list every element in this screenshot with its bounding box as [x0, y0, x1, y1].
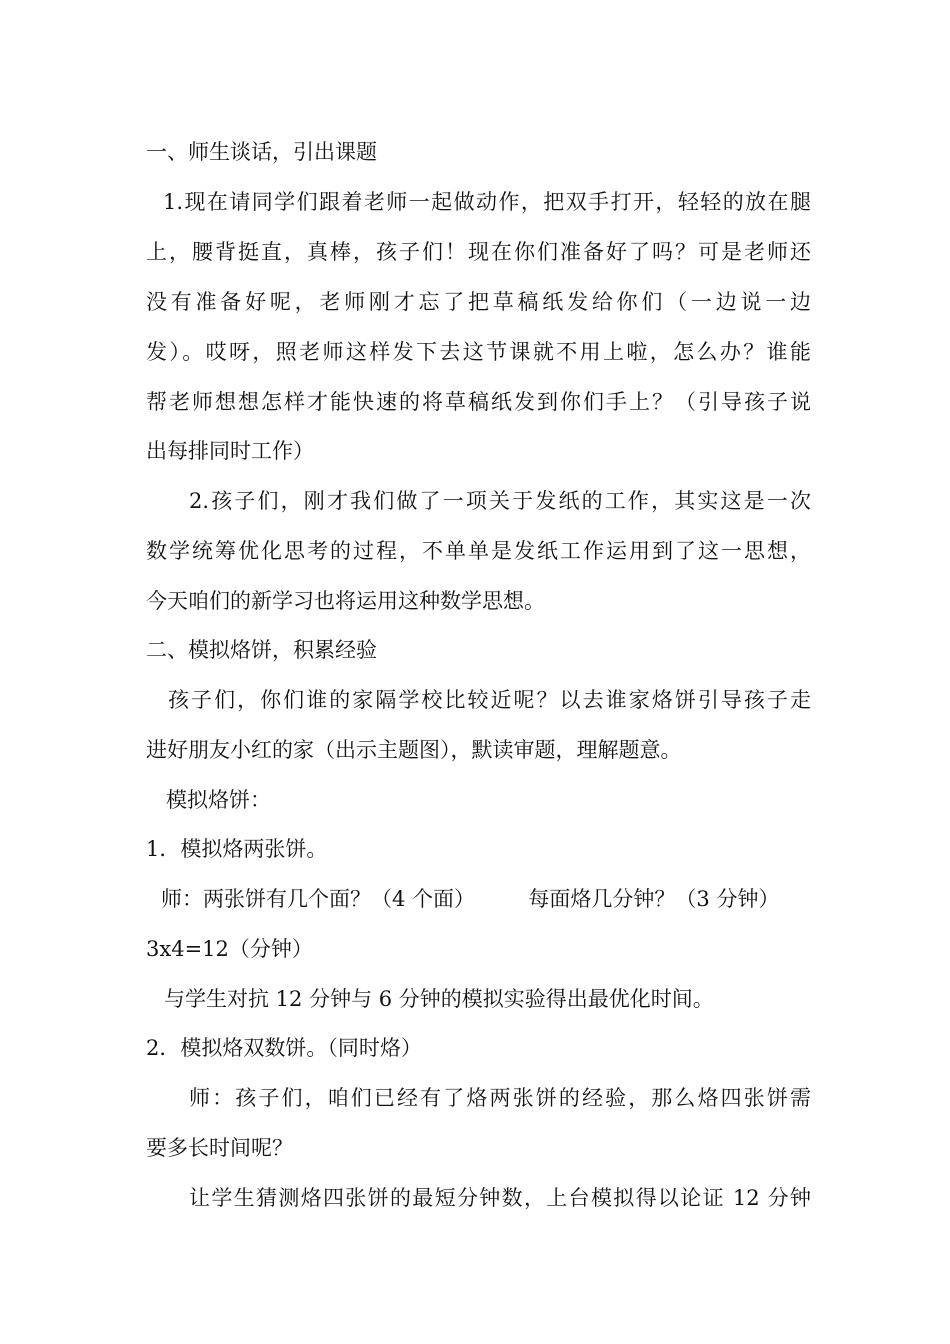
paragraph-line: 模拟烙饼：: [166, 788, 271, 812]
paragraph-line: 3x4=12（分钟）: [146, 937, 313, 961]
paragraph-line: 师：孩子们，咱们已经有了烙两张饼的经验，那么烙四张饼需: [189, 1086, 811, 1110]
paragraph-line: 要多长时间呢？: [146, 1136, 293, 1160]
paragraph-line: 没有准备好呢，老师刚才忘了把草稿纸发给你们（一边说一边: [146, 290, 811, 314]
paragraph-line: 让学生猜测烙四张饼的最短分钟数，上台模拟得以论证 12 分钟: [189, 1186, 811, 1210]
paragraph-line: 帮老师想想怎样才能快速的将草稿纸发到你们手上？（引导孩子说: [146, 390, 811, 414]
list-item: 2．模拟烙双数饼。（同时烙）: [146, 1036, 422, 1060]
paragraph-line: 今天咱们的新学习也将运用这种数学思想。: [146, 589, 545, 613]
paragraph-line: 数学统筹优化思考的过程，不单单是发纸工作运用到了这一思想，: [146, 539, 811, 563]
paragraph-line: 师：两张饼有几个面？（4 个面） 每面烙几分钟？（3 分钟）: [161, 887, 780, 911]
section-heading-2: 二、模拟烙饼，积累经验: [146, 638, 377, 662]
paragraph-line: 出每排同时工作）: [146, 439, 314, 463]
paragraph-line: 发）。哎呀，照老师这样发下去这节课就不用上啦，怎么办？谁能: [146, 340, 811, 364]
paragraph-line: 进好朋友小红的家（出示主题图），默读审题，理解题意。: [146, 738, 682, 762]
paragraph-line: 与学生对抗 12 分钟与 6 分钟的模拟实验得出最优化时间。: [164, 987, 714, 1011]
section-heading-1: 一、师生谈话，引出课题: [146, 140, 377, 164]
paragraph-line: 孩子们，你们谁的家隔学校比较近呢？以去谁家烙饼引导孩子走: [168, 688, 811, 712]
list-item: 1．模拟烙两张饼。: [146, 837, 328, 861]
paragraph-line: 上，腰背挺直，真棒，孩子们！现在你们准备好了吗？可是老师还: [146, 240, 811, 264]
paragraph-line: 1.现在请同学们跟着老师一起做动作，把双手打开，轻轻的放在腿: [163, 190, 811, 214]
paragraph-line: 2.孩子们，刚才我们做了一项关于发纸的工作，其实这是一次: [189, 489, 811, 513]
